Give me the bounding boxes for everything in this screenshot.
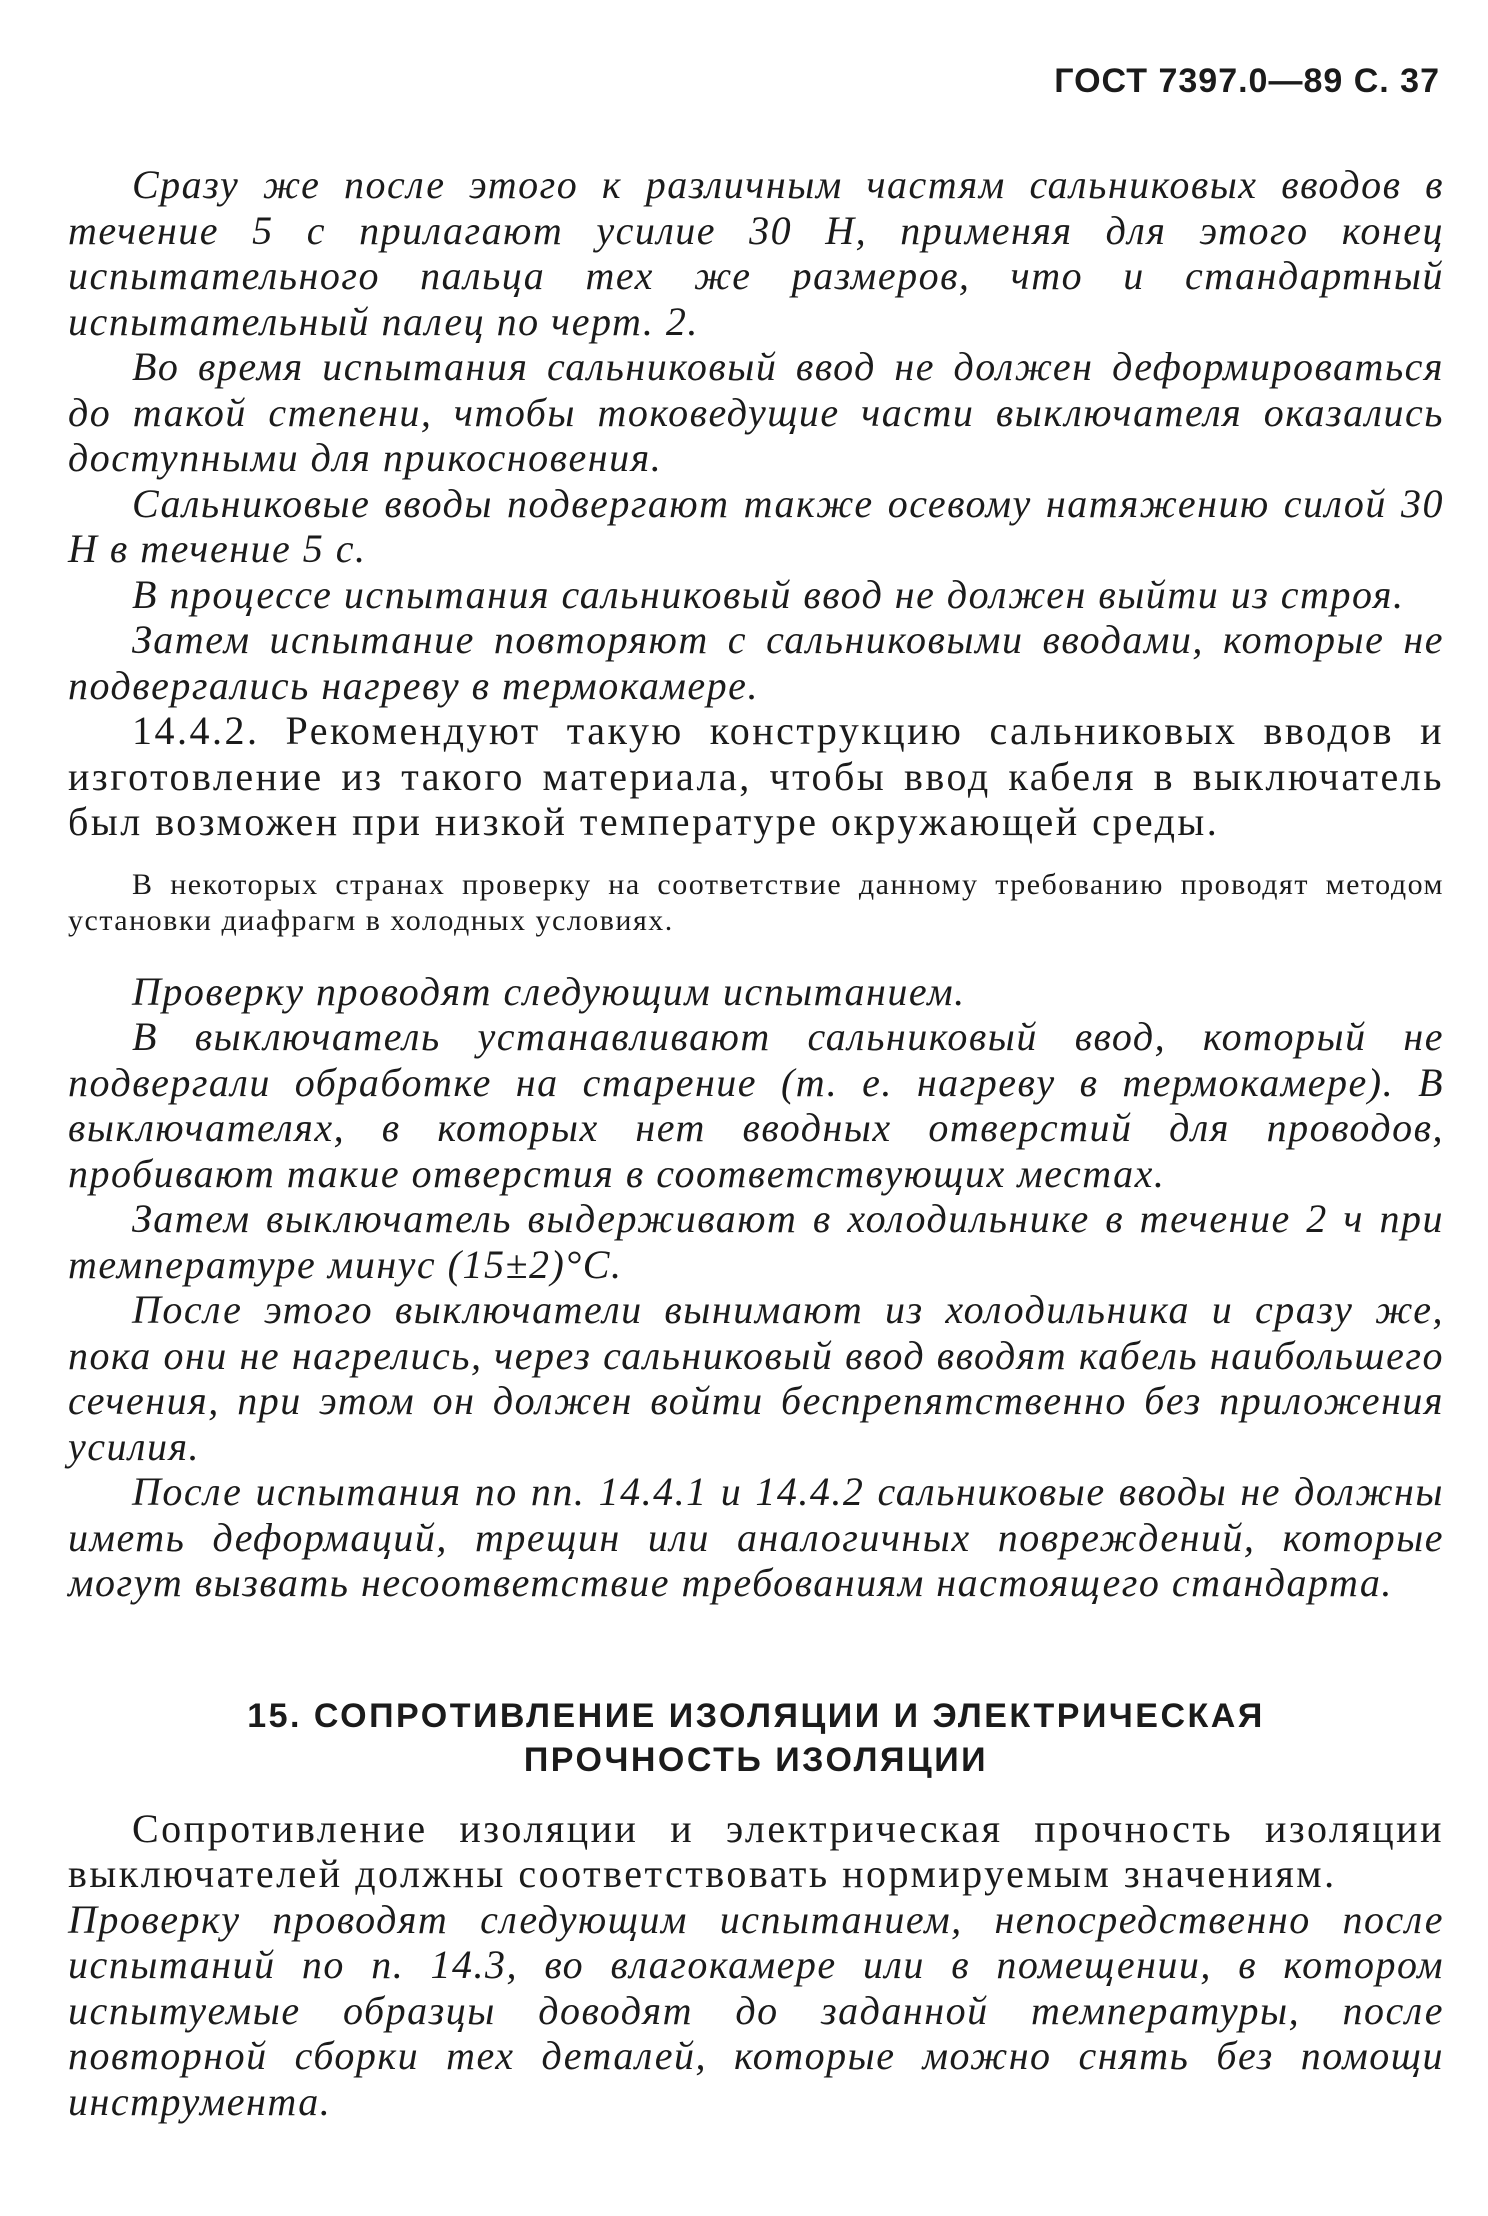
paragraph: Сразу же после этого к различным частям сальниковых вводов в течение 5 с прилагают усилие 30 Н, применяя для этого конец испытательного пальца тех же размеров, что и стандартный испытательный палец по черт. 2. (68, 162, 1444, 344)
paragraph: Затем выключатель выдерживают в холодильнике в течение 2 ч при температуре минус (15±2)°С. (68, 1196, 1444, 1287)
section-paragraph: Сопротивление изоляции и электрическая прочность изоляции выключателей должны соответствовать нормируемым значениям. (68, 1805, 1444, 1896)
paragraph: Затем испытание повторяют с сальниковыми вводами, которые не подвергались нагреву в термокамере. (68, 617, 1444, 708)
paragraph: Сальниковые вводы подвергают также осевому натяжению силой 30 Н в течение 5 с. (68, 480, 1444, 571)
section-paragraph: Проверку проводят следующим испытанием, непосредственно после испытаний по п. 14.3, во влагокамере или в помещении, в котором испытуемые образцы доводят до заданной температуры, после повторной сборки тех деталей, которые можно снять без помощи инструмента. (68, 1896, 1444, 2124)
document-body (68, 162, 1444, 2124)
section-heading (68, 1694, 1444, 1782)
note: В некоторых странах проверку на соответствие данному требованию проводят методом установки диафрагм в холодных условиях. (68, 867, 1444, 937)
clause-14-4-2: 14.4.2. Рекомендуют такую конструкцию сальниковых вводов и изготовление из такого материала, чтобы ввод кабеля в выключатель был возможен при низкой температуре окружающей среды. (68, 708, 1444, 844)
page-header: ГОСТ 7397.0—89 С. 37 (1054, 62, 1440, 100)
paragraph: После испытания по пп. 14.4.1 и 14.4.2 сальниковые вводы не должны иметь деформаций, трещин или аналогичных повреждений, которые могут вызвать несоответствие требованиям настоящего стандарта. (68, 1469, 1444, 1605)
paragraph: Во время испытания сальниковый ввод не должен деформироваться до такой степени, чтобы токоведущие части выключателя оказались доступными для прикосновения. (68, 344, 1444, 480)
paragraph: В выключатель устанавливают сальниковый ввод, который не подвергали обработке на старение (т. е. нагреву в термокамере). В выключателях, в которых нет вводных отверстий для проводов, пробивают такие отверстия в соответствующих местах. (68, 1014, 1444, 1196)
section-heading-line: 15. СОПРОТИВЛЕНИЕ ИЗОЛЯЦИИ И ЭЛЕКТРИЧЕСКАЯ (247, 1696, 1265, 1735)
paragraph: После этого выключатели вынимают из холодильника и сразу же, пока они не нагрелись, через сальниковый ввод вводят кабель наибольшего сечения, при этом он должен войти беспрепятственно без приложения усилия. (68, 1287, 1444, 1469)
paragraph: Проверку проводят следующим испытанием. (132, 968, 966, 1014)
section-heading-line: ПРОЧНОСТЬ ИЗОЛЯЦИИ (523, 1740, 989, 1779)
paragraph: В процессе испытания сальниковый ввод не должен выйти из строя. (132, 571, 1405, 617)
